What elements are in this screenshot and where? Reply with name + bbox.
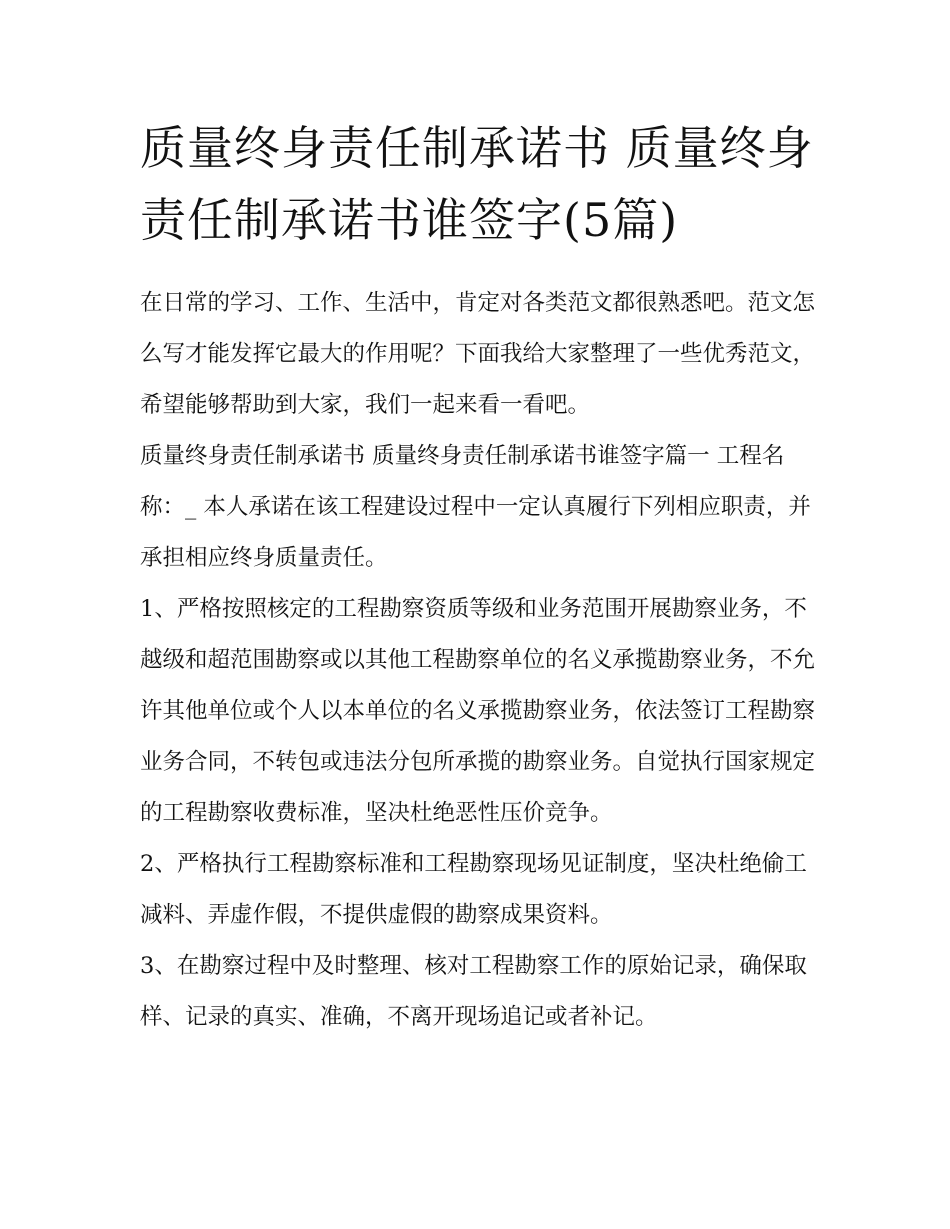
clause-2-paragraph: 2、严格执行工程勘察标准和工程勘察现场见证制度，坚决杜绝偷工减料、弄虚作假，不提供虚假的勘察成果资料。 [140, 851, 807, 928]
intro-paragraph: 在日常的学习、工作、生活中，肯定对各类范文都很熟悉吧。范文怎么写才能发挥它最大的作用呢？下面我给大家整理了一些优秀范文，希望能够帮助到大家，我们一起来看一看吧。 [140, 290, 816, 418]
clause-1-paragraph: 1、严格按照核定的工程勘察资质等级和业务范围开展勘察业务，不越级和超范围勘察或以其他工程勘察单位的名义承揽勘察业务，不允许其他单位或个人以本单位的名义承揽勘察业务，依法签订工程勘察业务合同，不转包或违法分包所承揽的勘察业务。自觉执行国家规定的工程勘察收费标准，坚决杜绝恶性压价竞争。 [140, 596, 816, 826]
clause-3-paragraph: 3、在勘察过程中及时整理、核对工程勘察工作的原始记录，确保取样、记录的真实、准确，不离开现场追记或者补记。 [140, 953, 807, 1030]
document-body [140, 278, 816, 1043]
document-title: 质量终身责任制承诺书 质量终身责任制承诺书谁签字(5篇) [140, 121, 814, 247]
section-heading-paragraph: 质量终身责任制承诺书 质量终身责任制承诺书谁签字篇一 工程名称：_ 本人承诺在该工程建设过程中一定认真履行下列相应职责，并承担相应终身质量责任。 [140, 443, 811, 571]
